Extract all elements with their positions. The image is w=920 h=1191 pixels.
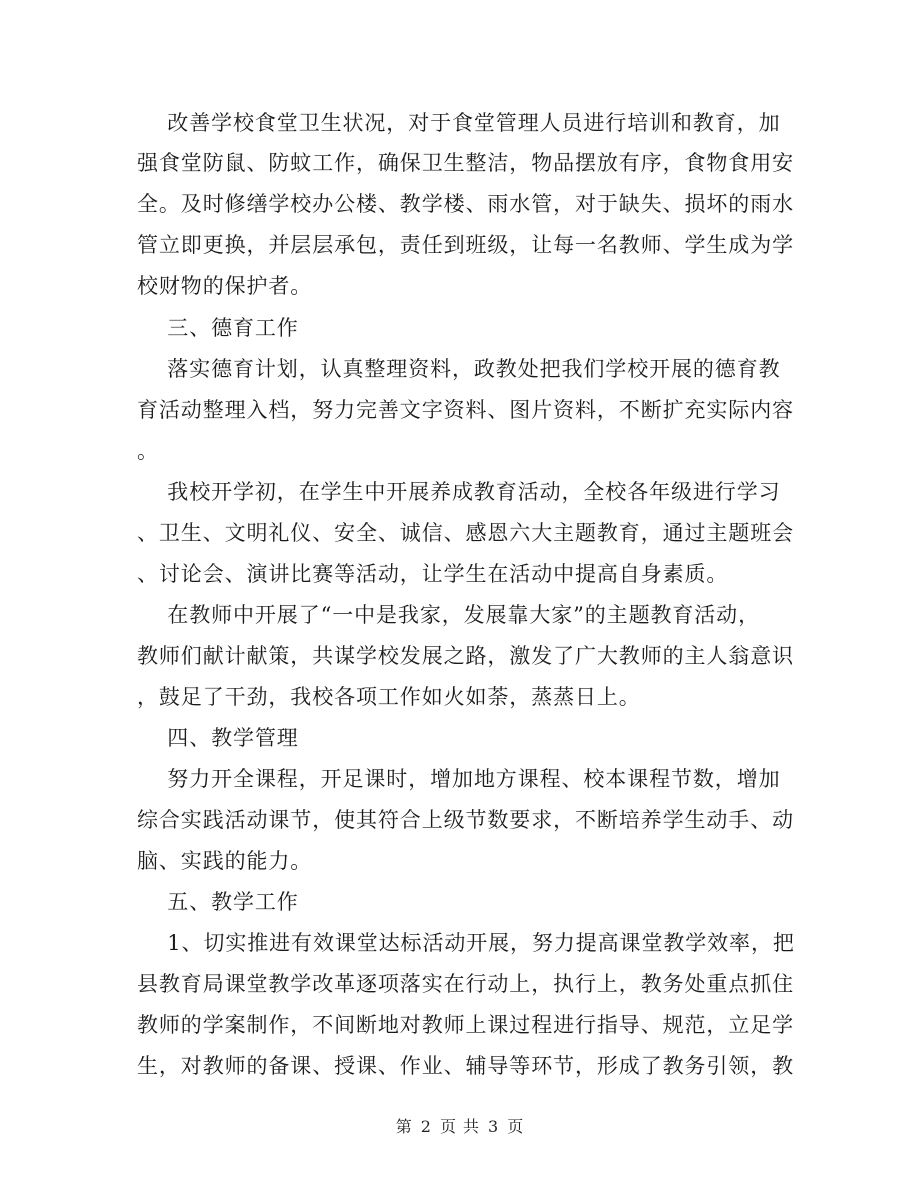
section-heading: 五、教学工作 [137, 890, 299, 914]
text-line: 、卫生、文明礼仪、安全、诚信、感恩六大主题教育，通过主题班会 [137, 521, 794, 545]
text-line: 管立即更换，并层层承包，责任到班级，让每一名教师、学生成为学 [137, 233, 794, 257]
text-line: 脑、实践的能力。 [137, 849, 313, 873]
text-line: 县教育局课堂教学改革逐项落实在行动上，执行上，教务处重点抓住 [137, 972, 794, 996]
text-line: 校财物的保护者。 [137, 274, 313, 298]
current-page-number: 2 [420, 1117, 432, 1136]
section-heading: 三、德育工作 [137, 316, 299, 340]
text-line: 努力开全课程，开足课时，增加地方课程、校本课程节数，增加 [137, 767, 781, 791]
text-line: 生，对教师的备课、授课、作业、辅导等环节，形成了教务引领，教 [137, 1054, 794, 1078]
text-line: 、讨论会、演讲比赛等活动，让学生在活动中提高自身素质。 [137, 562, 729, 586]
section-heading: 四、教学管理 [137, 726, 299, 750]
text-line: 改善学校食堂卫生状况，对于食堂管理人员进行培训和教育，加 [137, 111, 781, 135]
footer-prefix: 第 [395, 1117, 413, 1136]
text-line: 综合实践活动课节，使其符合上级节数要求，不断培养学生动手、动 [137, 808, 794, 832]
text-line: 教师们献计献策，共谋学校发展之路，激发了广大教师的主人翁意识 [137, 644, 794, 668]
text-line: 在教师中开展了“一中是我家，发展靠大家”的主题教育活动， [137, 603, 760, 627]
text-line: ，鼓足了干劲，我校各项工作如火如荼，蒸蒸日上。 [137, 685, 641, 709]
footer-middle: 页 共 [439, 1117, 481, 1136]
text-line: 。 [137, 439, 159, 463]
footer-suffix: 页 [507, 1117, 525, 1136]
text-line: 全。及时修缮学校办公楼、教学楼、雨水管，对于缺失、损坏的雨水 [137, 192, 794, 216]
text-line: 育活动整理入档，努力完善文字资料、图片资料，不断扩充实际内容 [137, 398, 794, 422]
text-line: 强食堂防鼠、防蚊工作，确保卫生整洁，物品摆放有序，食物食用安 [137, 151, 794, 175]
total-page-number: 3 [488, 1117, 500, 1136]
page-footer [0, 1116, 920, 1138]
text-line: 1、切实推进有效课堂达标活动开展，努力提高课堂教学效率，把 [137, 931, 795, 955]
text-line: 落实德育计划，认真整理资料，政教处把我们学校开展的德育教 [137, 357, 781, 381]
text-line: 我校开学初，在学生中开展养成教育活动，全校各年级进行学习 [137, 480, 781, 504]
text-line: 教师的学案制作，不间断地对教师上课过程进行指导、规范，立足学 [137, 1013, 794, 1037]
